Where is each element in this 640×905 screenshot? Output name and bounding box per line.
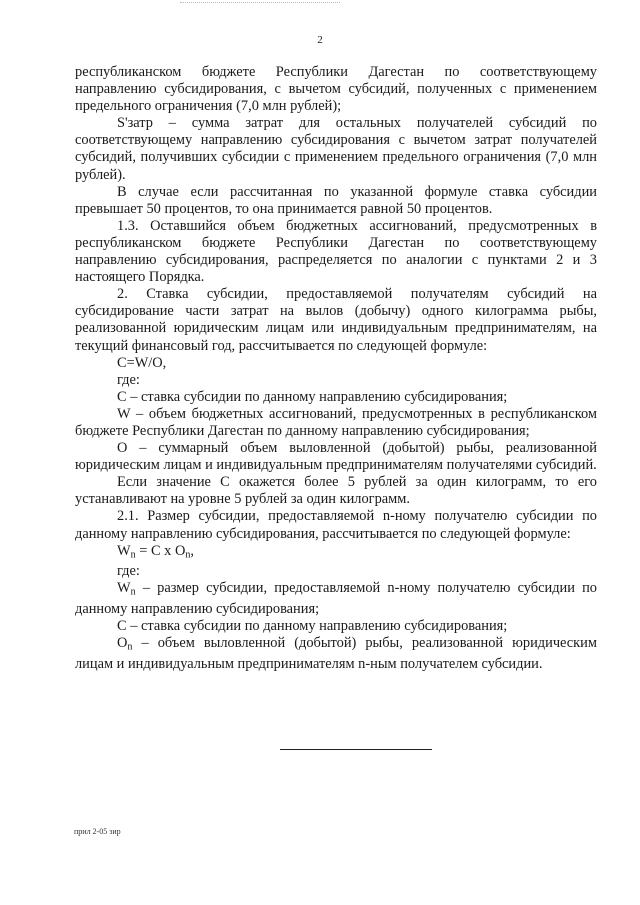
formula-o-subscript: n [185,549,191,561]
term-w-subscript: n [130,586,136,598]
where-label: где: [117,371,140,388]
formula [75,543,597,564]
paragraph: C – ставка субсидии по данному направлению субсидирования; [117,618,508,635]
document-body [75,64,597,673]
formula-middle: = C x O [135,542,186,559]
paragraph [75,580,597,618]
scan-artifact [180,2,340,9]
paragraph: O – суммарный объем выловленной (добытой) рыбы, реализованной юридическим лицам и индивидуальным предпринимателям получателями субсидий. [75,440,597,474]
paragraph: 2.1. Размер субсидии, предоставляемой n-ному получателю субсидии по данному направлению субсидирования, рассчитывается по следующей формуле: [75,508,597,542]
formula-end: , [190,542,194,559]
term-o-subscript: n [127,641,133,653]
paragraph [75,635,597,673]
page-number: 2 [317,34,323,46]
paragraph: W – объем бюджетных ассигнований, предусмотренных в республиканском бюджете Республики Дагестан по данному направлению субсидирования; [75,405,597,439]
term-o: O [117,635,128,652]
paragraph: республиканском бюджете Республики Дагестан по соответствующему направлению субсидирования, с вычетом субсидий, полученных с применением предельного ограничения (7,0 млн рублей); [75,64,597,115]
term-definition: – объем выловленной (добытой) рыбы, реализованной юридическим лицам и индивидуальным предпринимателям n-ным получателем субсидии. [75,635,597,672]
paragraph: 1.3. Оставшийся объем бюджетных ассигнований, предусмотренных в республиканском бюджете Республики Дагестан по соответствующему направлению субсидирования, распределяется по аналогии с пунктами 2 и 3 настоящего Порядка. [75,217,597,286]
paragraph: Если значение C окажется более 5 рублей за один килограмм, то его устанавливают на уровне 5 рублей за один килограмм. [75,474,597,508]
formula: C=W/O, [117,354,167,371]
where-label: где: [117,563,140,580]
term-w: W [117,580,131,597]
formula-w-subscript: n [130,549,136,561]
footer-note: прил 2-05 зир [74,827,121,836]
formula-w: W [117,542,131,559]
paragraph: S'затр – сумма затрат для остальных получателей субсидий по соответствующему направлению субсидирования с вычетом затрат получателей субсидий, получивших субсидии с применением предельного ограничения (7,0 млн рублей). [75,115,597,183]
paragraph: В случае если рассчитанная по указанной формуле ставка субсидии превышает 50 процентов, то она принимается равной 50 процентов. [75,183,597,217]
paragraph: C – ставка субсидии по данному направлению субсидирования; [117,388,508,405]
term-definition: – размер субсидии, предоставляемой n-ному получателю субсидии по данному направлению субсидирования; [75,580,597,617]
paragraph: 2. Ставка субсидии, предоставляемой получателям субсидий на субсидирование части затрат на вылов (добычу) одного килограмма рыбы, реализованной юридическим лицам или индивидуальным предпринимателям, на текущий финансовый год, рассчитывается по следующей формуле: [75,286,597,354]
separator-line [280,749,432,750]
